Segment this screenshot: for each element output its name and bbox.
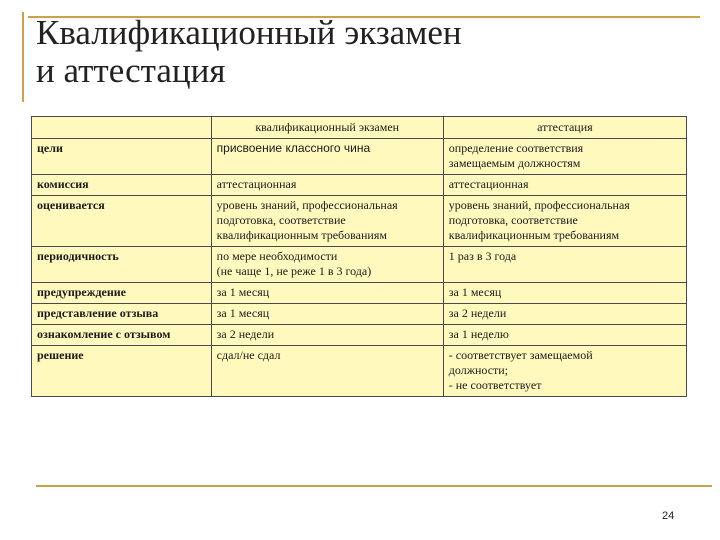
attestation-cell [443, 196, 686, 247]
exam-cell-line: за 1 месяц [216, 306, 270, 320]
row-label: ознакомление с отзывом [32, 325, 212, 346]
table-row [32, 247, 687, 283]
title-vertical-rule [22, 12, 24, 102]
attestation-cell-line: за 2 недели [448, 306, 507, 320]
row-label: представление отзыва [32, 304, 212, 325]
attestation-cell-line: аттестационная [448, 177, 529, 191]
attestation-cell-line: - соответствует замещаемой [448, 348, 593, 362]
attestation-cell-line: квалификационным требованиям [448, 228, 620, 242]
attestation-cell [443, 247, 686, 283]
row-label: решение [32, 346, 212, 397]
exam-cell [211, 346, 443, 397]
table-row [32, 175, 687, 196]
row-label: комиссия [32, 175, 212, 196]
page-title [36, 14, 462, 90]
attestation-cell [443, 175, 686, 196]
attestation-cell [443, 139, 686, 175]
exam-cell [211, 283, 443, 304]
row-label: периодичность [32, 247, 212, 283]
table-row [32, 325, 687, 346]
table-row [32, 139, 687, 175]
footer-rule [36, 485, 712, 487]
table-row [32, 346, 687, 397]
exam-cell [211, 304, 443, 325]
exam-cell-line: (не чаще 1, не реже 1 в 3 года) [216, 264, 372, 278]
attestation-cell-line: подготовка, соответствие [448, 213, 578, 227]
title-line-2: и аттестация [36, 51, 226, 90]
attestation-cell-line: - не соответствует [448, 378, 542, 392]
attestation-cell-line: должности; [448, 363, 509, 377]
header-attestation: аттестация [443, 117, 686, 139]
exam-cell [211, 139, 443, 175]
attestation-cell-line: за 1 неделю [448, 327, 509, 341]
comparison-table [31, 116, 687, 397]
table-header-row [32, 117, 687, 139]
attestation-cell-line: определение соответствия [448, 141, 584, 155]
exam-cell-line: аттестационная [216, 177, 297, 191]
exam-cell-line: квалификационным требованиям [216, 228, 387, 242]
attestation-cell [443, 304, 686, 325]
exam-cell-line: присвоение классного чина [216, 141, 371, 155]
attestation-cell [443, 325, 686, 346]
table-row [32, 283, 687, 304]
exam-cell [211, 325, 443, 346]
exam-cell-line: за 1 месяц [216, 285, 270, 299]
exam-cell [211, 247, 443, 283]
attestation-cell-line: замещаемым должностям [448, 156, 581, 170]
exam-cell-line: по мере необходимости [216, 249, 338, 263]
table-row [32, 196, 687, 247]
attestation-cell [443, 346, 686, 397]
row-label: цели [32, 139, 212, 175]
attestation-cell [443, 283, 686, 304]
attestation-cell-line: уровень знаний, профессиональная [448, 198, 630, 212]
exam-cell-line: за 2 недели [216, 327, 275, 341]
exam-cell [211, 175, 443, 196]
table-row [32, 304, 687, 325]
exam-cell-line: подготовка, соответствие [216, 213, 346, 227]
attestation-cell-line: 1 раз в 3 года [448, 249, 517, 263]
attestation-cell-line: за 1 месяц [448, 285, 502, 299]
row-label: предупреждение [32, 283, 212, 304]
row-label: оценивается [32, 196, 212, 247]
exam-cell-line: уровень знаний, профессиональная [216, 198, 398, 212]
title-line-1: Квалификационный экзамен [36, 13, 462, 52]
page-number: 24 [662, 510, 675, 522]
header-empty-cell [32, 117, 212, 139]
exam-cell [211, 196, 443, 247]
table-body [32, 139, 687, 397]
exam-cell-line: сдал/не сдал [216, 348, 281, 362]
header-exam: квалификационный экзамен [211, 117, 443, 139]
